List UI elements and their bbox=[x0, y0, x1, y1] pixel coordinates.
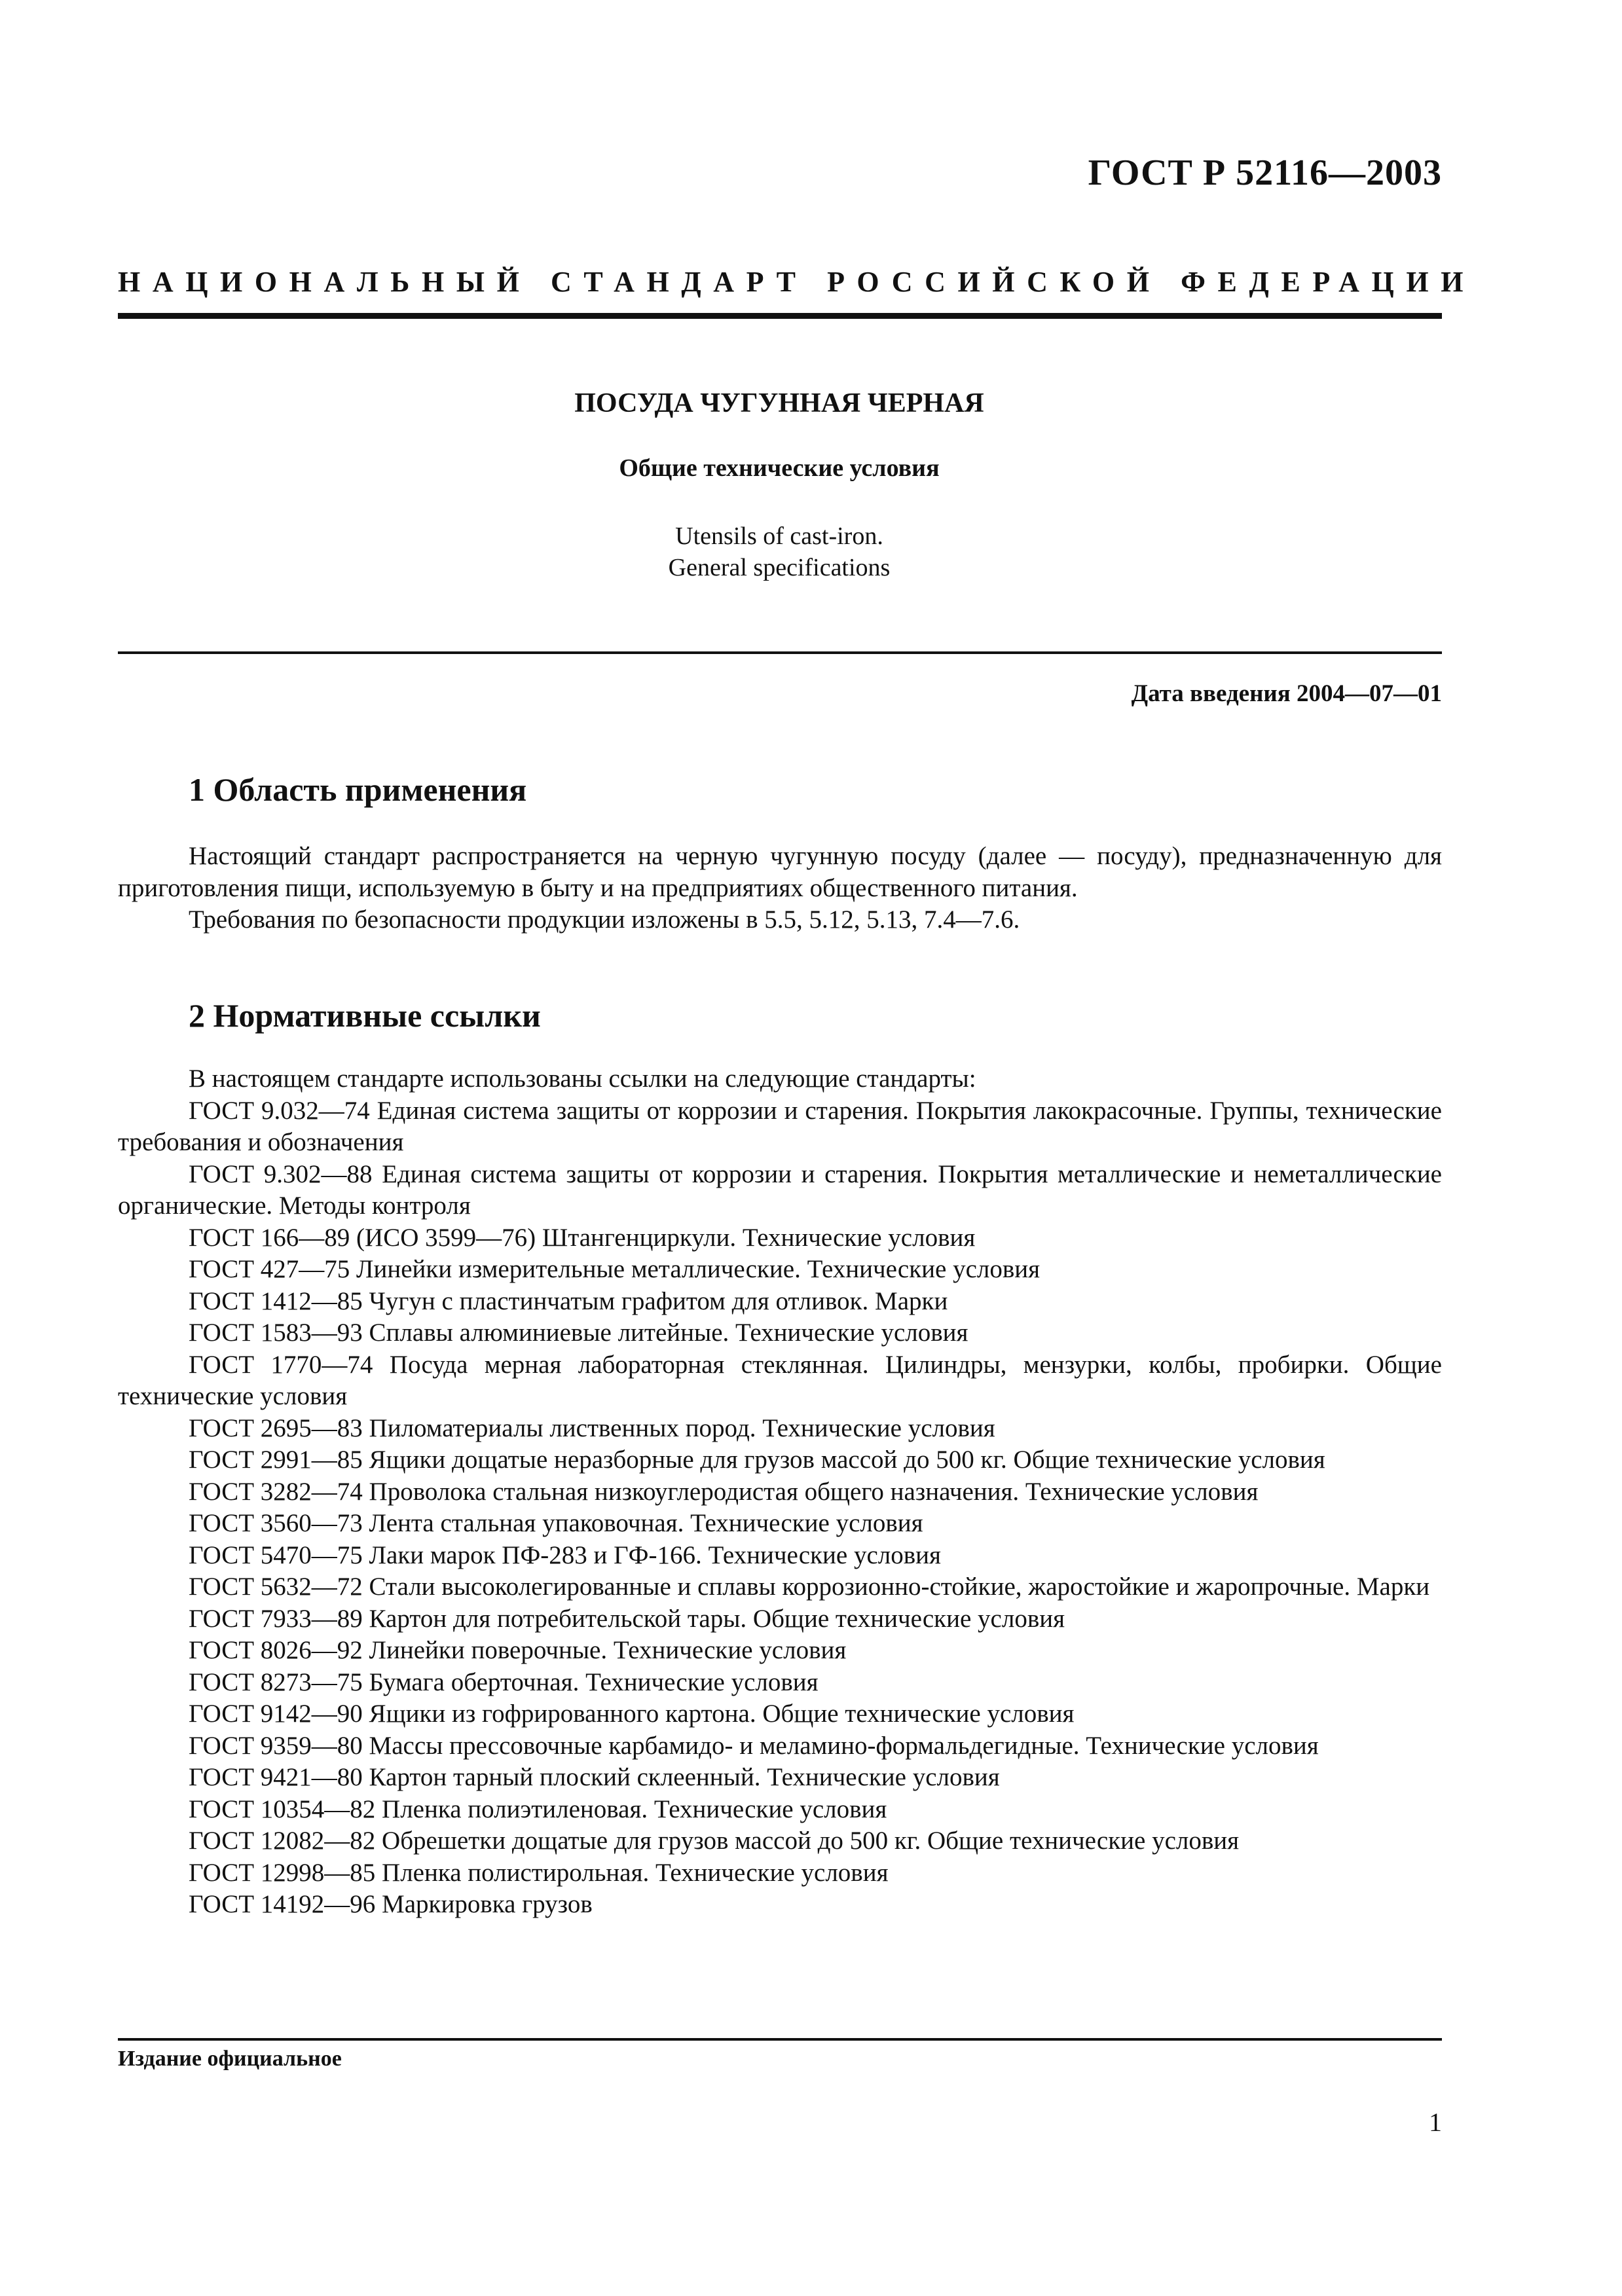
section1-paragraph-2: Требования по безопасности продукции изложены в 5.5, 5.12, 5.13, 7.4—7.6. bbox=[189, 905, 1020, 934]
reference-item: ГОСТ 3282—74 Проволока стальная низкоуглеродистая общего назначения. Технические условия bbox=[189, 1477, 1259, 1506]
section2-intro: В настоящем стандарте использованы ссылки на следующие стандарты: bbox=[189, 1065, 976, 1093]
reference-item: ГОСТ 2695—83 Пиломатериалы лиственных пород. Технические условия bbox=[189, 1413, 995, 1442]
reference-item: ГОСТ 8026—92 Линейки поверочные. Технические условия bbox=[189, 1636, 847, 1664]
reference-item: ГОСТ 8273—75 Бумага оберточная. Технические условия bbox=[189, 1667, 819, 1696]
header-rule bbox=[118, 313, 1442, 319]
section2-body bbox=[118, 1063, 1442, 1921]
reference-item: ГОСТ 10354—82 Пленка полиэтиленовая. Технические условия bbox=[189, 1795, 887, 1823]
reference-item: ГОСТ 12998—85 Пленка полистирольная. Технические условия bbox=[189, 1858, 889, 1887]
section1-heading: 1 Область применения bbox=[189, 771, 527, 808]
reference-item: ГОСТ 9142—90 Ящики из гофрированного картона. Общие технические условия bbox=[189, 1700, 1075, 1728]
reference-item: ГОСТ 14192—96 Маркировка грузов bbox=[189, 1890, 593, 1918]
official-edition-label: Издание официальное bbox=[118, 2047, 342, 2071]
english-title bbox=[0, 520, 1558, 583]
reference-list bbox=[118, 1095, 1442, 1921]
section1-paragraph-1: Настоящий стандарт распространяется на черную чугунную посуду (далее — посуду), предназначенную для приготовления пищи, используемую в быту и на предприятиях общественного питания. bbox=[118, 842, 1442, 902]
page-number: 1 bbox=[1429, 2107, 1442, 2137]
reference-item: ГОСТ 9359—80 Массы прессовочные карбамидо- и меламино-формальдегидные. Технические условия bbox=[189, 1731, 1319, 1760]
english-title-line1: Utensils of cast-iron. bbox=[675, 522, 883, 550]
reference-item: ГОСТ 427—75 Линейки измерительные металлические. Технические условия bbox=[189, 1255, 1041, 1283]
reference-item: ГОСТ 166—89 (ИСО 3599—76) Штангенциркули. Технические условия bbox=[189, 1223, 976, 1252]
reference-item: ГОСТ 1770—74 Посуда мерная лабораторная стеклянная. Цилиндры, мензурки, колбы, пробирки. Общие технические условия bbox=[118, 1350, 1442, 1410]
reference-item: ГОСТ 2991—85 Ящики дощатые неразборные для грузов массой до 500 кг. Общие технические условия bbox=[189, 1446, 1325, 1474]
national-standard-banner: НАЦИОНАЛЬНЫЙ СТАНДАРТ РОССИЙСКОЙ ФЕДЕРАЦИИ bbox=[118, 266, 1476, 298]
reference-item: ГОСТ 5470—75 Лаки марок ПФ-283 и ГФ-166. Технические условия bbox=[189, 1540, 941, 1569]
section1-body bbox=[118, 841, 1442, 936]
english-title-line2: General specifications bbox=[668, 554, 891, 581]
reference-item: ГОСТ 9.032—74 Единая система защиты от коррозии и старения. Покрытия лакокрасочные. Группы, технические требования и обозначения bbox=[118, 1096, 1442, 1156]
title-rule bbox=[118, 651, 1442, 654]
document-subtitle: Общие технические условия bbox=[619, 454, 940, 482]
reference-item: ГОСТ 5632—72 Стали высоколегированные и сплавы коррозионно-стойкие, жаростойкие и жаропрочные. Марки bbox=[189, 1573, 1430, 1601]
reference-item: ГОСТ 1412—85 Чугун с пластинчатым графитом для отливок. Марки bbox=[189, 1286, 948, 1315]
effective-date: Дата введения 2004—07—01 bbox=[1131, 680, 1442, 707]
reference-item: ГОСТ 9.302—88 Единая система защиты от коррозии и старения. Покрытия металлические и неметаллические органические. Методы контроля bbox=[118, 1159, 1442, 1220]
reference-item: ГОСТ 1583—93 Сплавы алюминиевые литейные. Технические условия bbox=[189, 1319, 968, 1347]
reference-item: ГОСТ 12082—82 Обрешетки дощатые для грузов массой до 500 кг. Общие технические условия bbox=[189, 1827, 1240, 1855]
reference-item: ГОСТ 7933—89 Картон для потребительской тары. Общие технические условия bbox=[189, 1604, 1065, 1633]
footer-rule bbox=[118, 2038, 1442, 2041]
reference-item: ГОСТ 9421—80 Картон тарный плоский склеенный. Технические условия bbox=[189, 1763, 1000, 1791]
document-title: ПОСУДА ЧУГУННАЯ ЧЕРНАЯ bbox=[574, 388, 984, 418]
document-number: ГОСТ Р 52116—2003 bbox=[1088, 153, 1442, 193]
reference-item: ГОСТ 3560—73 Лента стальная упаковочная. Технические условия bbox=[189, 1509, 923, 1537]
section2-heading: 2 Нормативные ссылки bbox=[189, 997, 541, 1034]
